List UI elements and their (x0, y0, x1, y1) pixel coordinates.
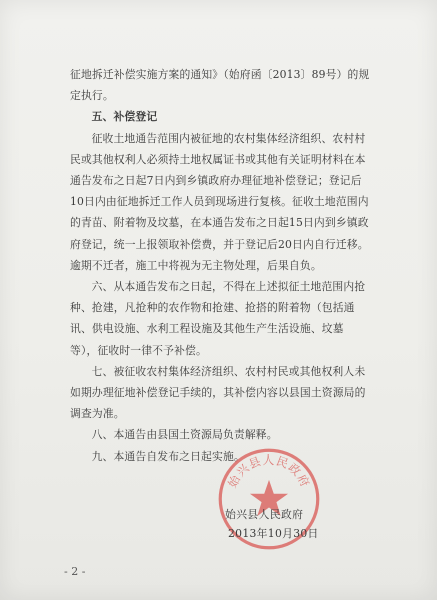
page-number: - 2 - (64, 565, 86, 578)
body-paragraph: 九、本通告自发布之日起实施。 (91, 449, 245, 463)
continuation-paragraph: 征地拆迁补偿实施方案的通知》（始府函〔2013〕89号）的规定执行。 (70, 68, 370, 103)
body-paragraph: 七、被征收农村集体经济组织、农村村民或其他权利人未如期办理征地补偿登记手续的，其补偿内容以县国土资源局的调查为准。 (70, 364, 366, 421)
seal-text: 始兴县人民政府 (225, 453, 313, 490)
document-body (70, 64, 370, 467)
section-heading: 五、补偿登记 (91, 110, 158, 124)
body-paragraph: 六、从本通告发布之日起，不得在上述拟征土地范围内抢种、抢建，凡抢种的农作物和抢建、抢搭的附着物（包括通讯、供电设施、水利工程设施及其他生产生活设施、坟墓等），征收时一律不予补偿。 (70, 280, 366, 357)
body-paragraph: 征收土地通告范围内被征地的农村集体经济组织、农村村民或其他权利人必须持土地权属证书或其他有关证明材料在本通告发布之日起7日内到乡镇政府办理征地补偿登记；登记后10日内由征地拆迁工作人员到现场进行复核。征收土地范围内的青苗、附着物及坟墓，在本通告发布之日起15日内到乡镇政府登记，统一上报领取补偿费，并于登记后20日内自行迁移。逾期不迁者，施工中将视为无主物处理，后果自负。 (70, 131, 369, 272)
issue-date: 2013年10月30日 (228, 527, 319, 540)
body-paragraph: 八、本通告由县国土资源局负责解释。 (91, 428, 278, 442)
issuer-signature: 始兴县人民政府 (225, 508, 304, 521)
